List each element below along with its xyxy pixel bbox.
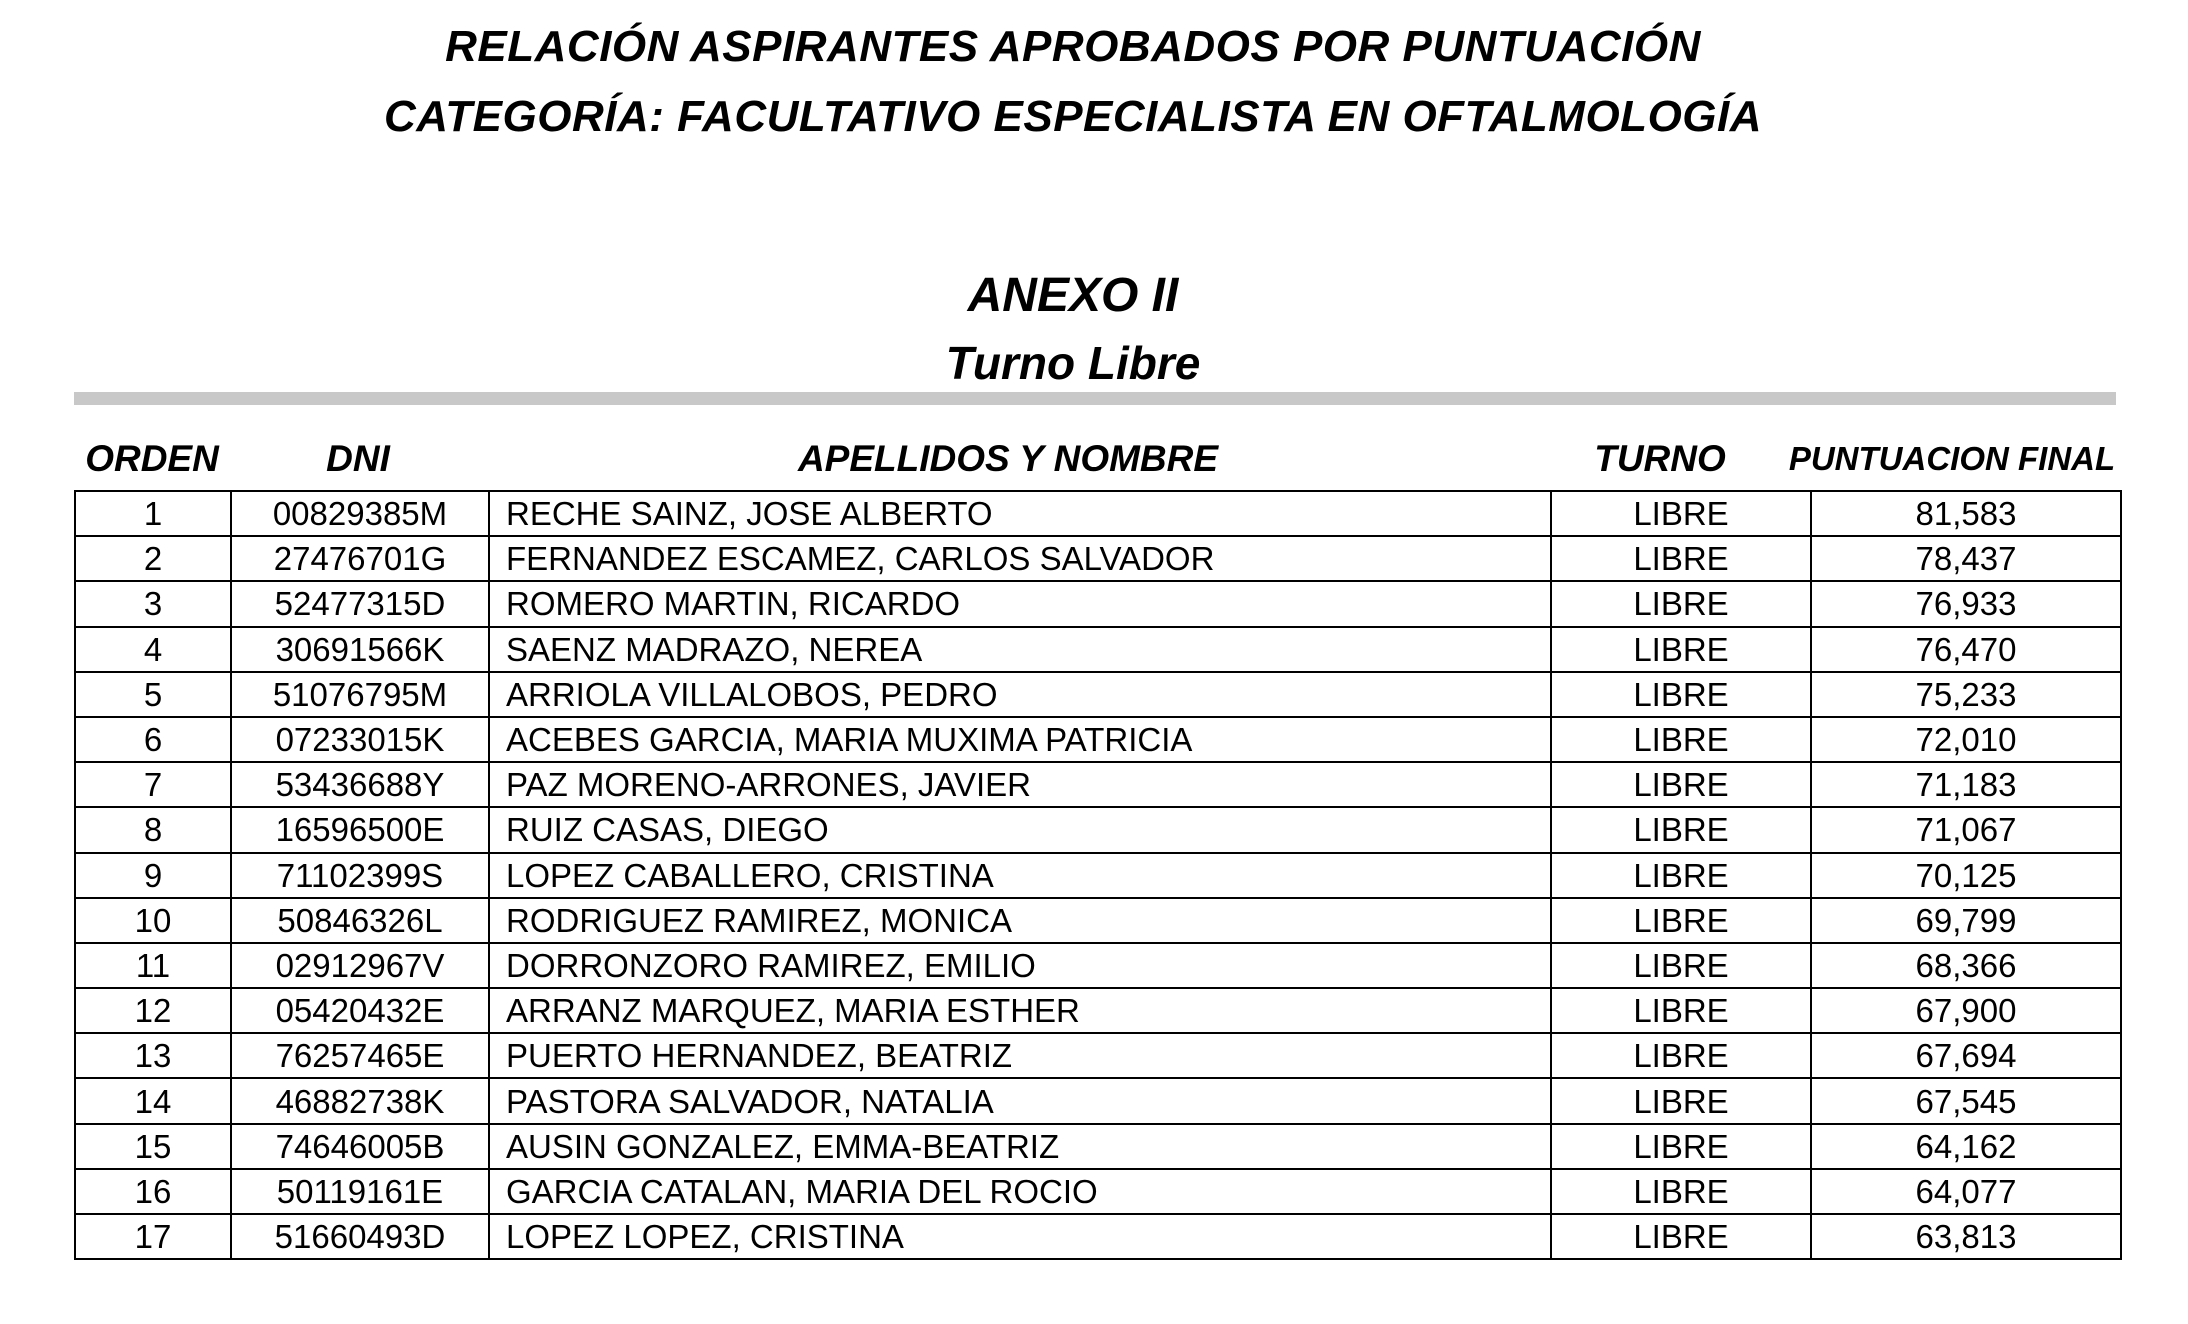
cell-puntuacion: 67,545: [1811, 1078, 2121, 1123]
cell-turno: LIBRE: [1551, 762, 1811, 807]
cell-dni: 16596500E: [231, 807, 489, 852]
cell-orden: 3: [75, 581, 231, 626]
section-divider: [74, 392, 2116, 405]
cell-turno: LIBRE: [1551, 1078, 1811, 1123]
cell-dni: 30691566K: [231, 627, 489, 672]
cell-dni: 51660493D: [231, 1214, 489, 1259]
table-row: [75, 943, 2121, 988]
cell-puntuacion: 69,799: [1811, 898, 2121, 943]
cell-dni: 76257465E: [231, 1033, 489, 1078]
cell-nombre: LOPEZ CABALLERO, CRISTINA: [489, 853, 1551, 898]
table-row: [75, 762, 2121, 807]
cell-puntuacion: 78,437: [1811, 536, 2121, 581]
turno-heading: Turno Libre: [945, 337, 1201, 389]
cell-orden: 10: [75, 898, 231, 943]
cell-dni: 74646005B: [231, 1124, 489, 1169]
cell-turno: LIBRE: [1551, 627, 1811, 672]
cell-turno: LIBRE: [1551, 988, 1811, 1033]
cell-orden: 11: [75, 943, 231, 988]
cell-nombre: PAZ MORENO-ARRONES, JAVIER: [489, 762, 1551, 807]
cell-dni: 50846326L: [231, 898, 489, 943]
table-row: [75, 1078, 2121, 1123]
cell-puntuacion: 71,067: [1811, 807, 2121, 852]
cell-dni: 71102399S: [231, 853, 489, 898]
table-row: [75, 853, 2121, 898]
cell-nombre: ARRIOLA VILLALOBOS, PEDRO: [489, 672, 1551, 717]
cell-orden: 14: [75, 1078, 231, 1123]
cell-nombre: LOPEZ LOPEZ, CRISTINA: [489, 1214, 1551, 1259]
document-title: RELACIÓN ASPIRANTES APROBADOS POR PUNTUACIÓN: [445, 22, 1701, 71]
cell-puntuacion: 63,813: [1811, 1214, 2121, 1259]
cell-turno: LIBRE: [1551, 807, 1811, 852]
table-row: [75, 536, 2121, 581]
cell-nombre: RODRIGUEZ RAMIREZ, MONICA: [489, 898, 1551, 943]
cell-nombre: PASTORA SALVADOR, NATALIA: [489, 1078, 1551, 1123]
cell-turno: LIBRE: [1551, 581, 1811, 626]
document-category: CATEGORÍA: FACULTATIVO ESPECIALISTA EN OFTALMOLOGÍA: [383, 92, 1763, 141]
cell-orden: 15: [75, 1124, 231, 1169]
cell-turno: LIBRE: [1551, 853, 1811, 898]
cell-turno: LIBRE: [1551, 898, 1811, 943]
table-row: [75, 898, 2121, 943]
cell-dni: 51076795M: [231, 672, 489, 717]
cell-nombre: RECHE SAINZ, JOSE ALBERTO: [489, 491, 1551, 536]
cell-turno: LIBRE: [1551, 1033, 1811, 1078]
cell-orden: 5: [75, 672, 231, 717]
cell-puntuacion: 81,583: [1811, 491, 2121, 536]
cell-turno: LIBRE: [1551, 717, 1811, 762]
cell-orden: 17: [75, 1214, 231, 1259]
cell-puntuacion: 72,010: [1811, 717, 2121, 762]
cell-orden: 16: [75, 1169, 231, 1214]
cell-dni: 05420432E: [231, 988, 489, 1033]
table-row: [75, 627, 2121, 672]
cell-dni: 07233015K: [231, 717, 489, 762]
cell-turno: LIBRE: [1551, 1214, 1811, 1259]
cell-puntuacion: 71,183: [1811, 762, 2121, 807]
table-row: [75, 807, 2121, 852]
cell-nombre: ARRANZ MARQUEZ, MARIA ESTHER: [489, 988, 1551, 1033]
cell-dni: 53436688Y: [231, 762, 489, 807]
cell-nombre: ACEBES GARCIA, MARIA MUXIMA PATRICIA: [489, 717, 1551, 762]
cell-dni: 50119161E: [231, 1169, 489, 1214]
cell-orden: 4: [75, 627, 231, 672]
table-row: [75, 581, 2121, 626]
cell-nombre: AUSIN GONZALEZ, EMMA-BEATRIZ: [489, 1124, 1551, 1169]
cell-nombre: SAENZ MADRAZO, NEREA: [489, 627, 1551, 672]
cell-orden: 6: [75, 717, 231, 762]
cell-orden: 9: [75, 853, 231, 898]
cell-nombre: ROMERO MARTIN, RICARDO: [489, 581, 1551, 626]
cell-orden: 12: [75, 988, 231, 1033]
cell-puntuacion: 67,900: [1811, 988, 2121, 1033]
table-row: [75, 1033, 2121, 1078]
table-row: [75, 1214, 2121, 1259]
table-row: [75, 1169, 2121, 1214]
cell-orden: 13: [75, 1033, 231, 1078]
cell-nombre: RUIZ CASAS, DIEGO: [489, 807, 1551, 852]
cell-dni: 00829385M: [231, 491, 489, 536]
cell-orden: 1: [75, 491, 231, 536]
cell-dni: 27476701G: [231, 536, 489, 581]
cell-nombre: DORRONZORO RAMIREZ, EMILIO: [489, 943, 1551, 988]
cell-orden: 8: [75, 807, 231, 852]
cell-nombre: PUERTO HERNANDEZ, BEATRIZ: [489, 1033, 1551, 1078]
cell-orden: 7: [75, 762, 231, 807]
cell-turno: LIBRE: [1551, 1169, 1811, 1214]
cell-puntuacion: 64,162: [1811, 1124, 2121, 1169]
column-header-dni: DNI: [326, 438, 390, 479]
cell-puntuacion: 64,077: [1811, 1169, 2121, 1214]
column-header-orden: ORDEN: [85, 438, 219, 479]
table-row: [75, 491, 2121, 536]
cell-orden: 2: [75, 536, 231, 581]
column-header-turno: TURNO: [1594, 438, 1726, 479]
cell-turno: LIBRE: [1551, 672, 1811, 717]
cell-turno: LIBRE: [1551, 943, 1811, 988]
cell-dni: 52477315D: [231, 581, 489, 626]
cell-nombre: GARCIA CATALAN, MARIA DEL ROCIO: [489, 1169, 1551, 1214]
table-row: [75, 988, 2121, 1033]
cell-turno: LIBRE: [1551, 1124, 1811, 1169]
cell-dni: 02912967V: [231, 943, 489, 988]
cell-puntuacion: 70,125: [1811, 853, 2121, 898]
table-row: [75, 717, 2121, 762]
cell-puntuacion: 67,694: [1811, 1033, 2121, 1078]
cell-dni: 46882738K: [231, 1078, 489, 1123]
annex-heading: ANEXO II: [967, 269, 1179, 322]
table-row: [75, 1124, 2121, 1169]
cell-puntuacion: 76,470: [1811, 627, 2121, 672]
column-header-nombre: APELLIDOS Y NOMBRE: [797, 438, 1219, 479]
column-header-puntuacion: PUNTUACION FINAL: [1788, 440, 2116, 477]
cell-puntuacion: 75,233: [1811, 672, 2121, 717]
cell-puntuacion: 68,366: [1811, 943, 2121, 988]
results-table: [74, 490, 2122, 1260]
cell-puntuacion: 76,933: [1811, 581, 2121, 626]
cell-turno: LIBRE: [1551, 491, 1811, 536]
cell-turno: LIBRE: [1551, 536, 1811, 581]
cell-nombre: FERNANDEZ ESCAMEZ, CARLOS SALVADOR: [489, 536, 1551, 581]
table-row: [75, 672, 2121, 717]
